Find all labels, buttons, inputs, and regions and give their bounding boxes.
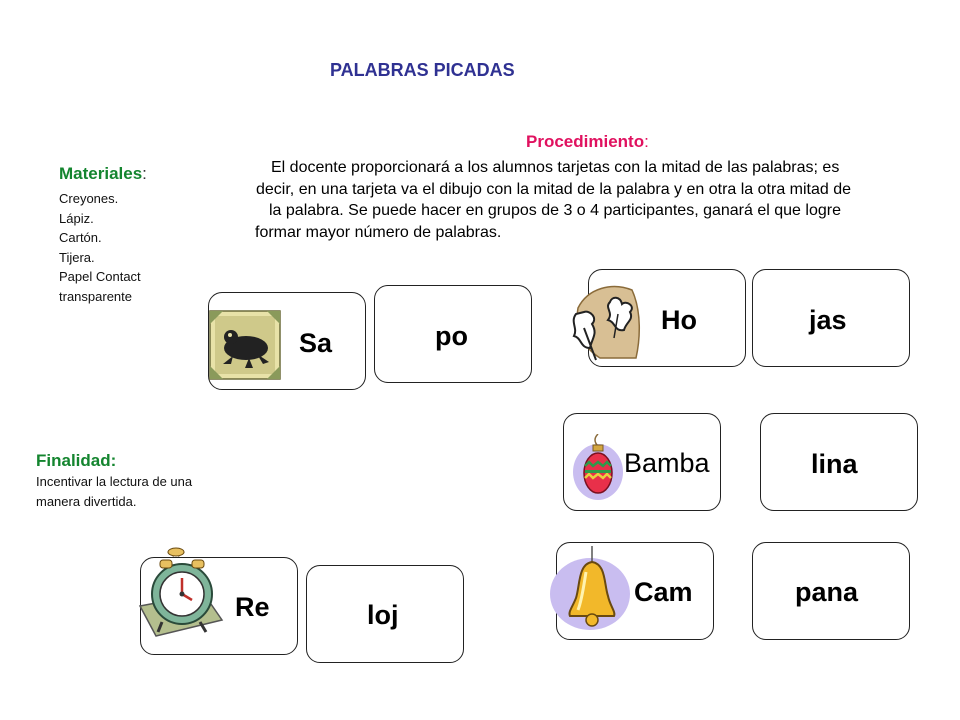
card-syllable: po (435, 321, 468, 351)
page-title: PALABRAS PICADAS (330, 60, 515, 80)
finalidad-text (36, 472, 236, 512)
card-syllable: pana (795, 577, 859, 607)
materiales-item: Lápiz. (59, 210, 94, 226)
word-card-pana[interactable] (752, 542, 910, 640)
word-card-loj[interactable] (306, 565, 464, 663)
leaves-icon (570, 278, 646, 368)
word-card-po[interactable] (374, 285, 532, 383)
procedimiento-line: la palabra. Se puede hacer en grupos de 3 o 4 participantes, ganará el que logre (269, 202, 841, 219)
word-card-jas[interactable] (752, 269, 910, 367)
word-card-sa[interactable] (208, 292, 366, 390)
card-syllable: lina (811, 449, 858, 479)
materiales-item: Cartón. (59, 230, 102, 245)
finalidad-heading: Finalidad: (36, 451, 117, 470)
procedimiento-line: El docente proporcionará a los alumnos tarjetas con la mitad de las palabras; es (271, 159, 840, 176)
materiales-list (59, 189, 141, 306)
card-syllable: Sa (299, 328, 333, 358)
finalidad-line: Incentivar la lectura de una (36, 474, 193, 489)
word-card-lina[interactable] (760, 413, 918, 511)
card-syllable: jas (809, 305, 847, 335)
frog-icon (209, 310, 281, 380)
ornament-icon (570, 434, 626, 502)
materiales-item: transparente (59, 288, 132, 304)
card-syllable: loj (367, 600, 399, 630)
materiales-item: Creyones. (59, 191, 119, 206)
clock-icon (134, 546, 228, 642)
card-syllable: Bamba (624, 448, 710, 478)
procedimiento-text (254, 157, 954, 243)
card-syllable: Re (235, 592, 270, 622)
card-syllable: Ho (661, 305, 697, 335)
procedimiento-heading: Procedimiento: (526, 132, 649, 151)
bell-icon (548, 544, 632, 632)
procedimiento-line: decir, en una tarjeta va el dibujo con la mitad de la palabra y en otra la otra mitad de (256, 180, 852, 198)
materiales-heading: Materiales: (59, 164, 147, 183)
finalidad-line: manera divertida. (36, 494, 137, 509)
materiales-item: Tijera. (59, 249, 95, 265)
materiales-item: Papel Contact (59, 269, 141, 284)
procedimiento-line: formar mayor número de palabras. (255, 223, 502, 241)
card-syllable: Cam (634, 577, 693, 607)
